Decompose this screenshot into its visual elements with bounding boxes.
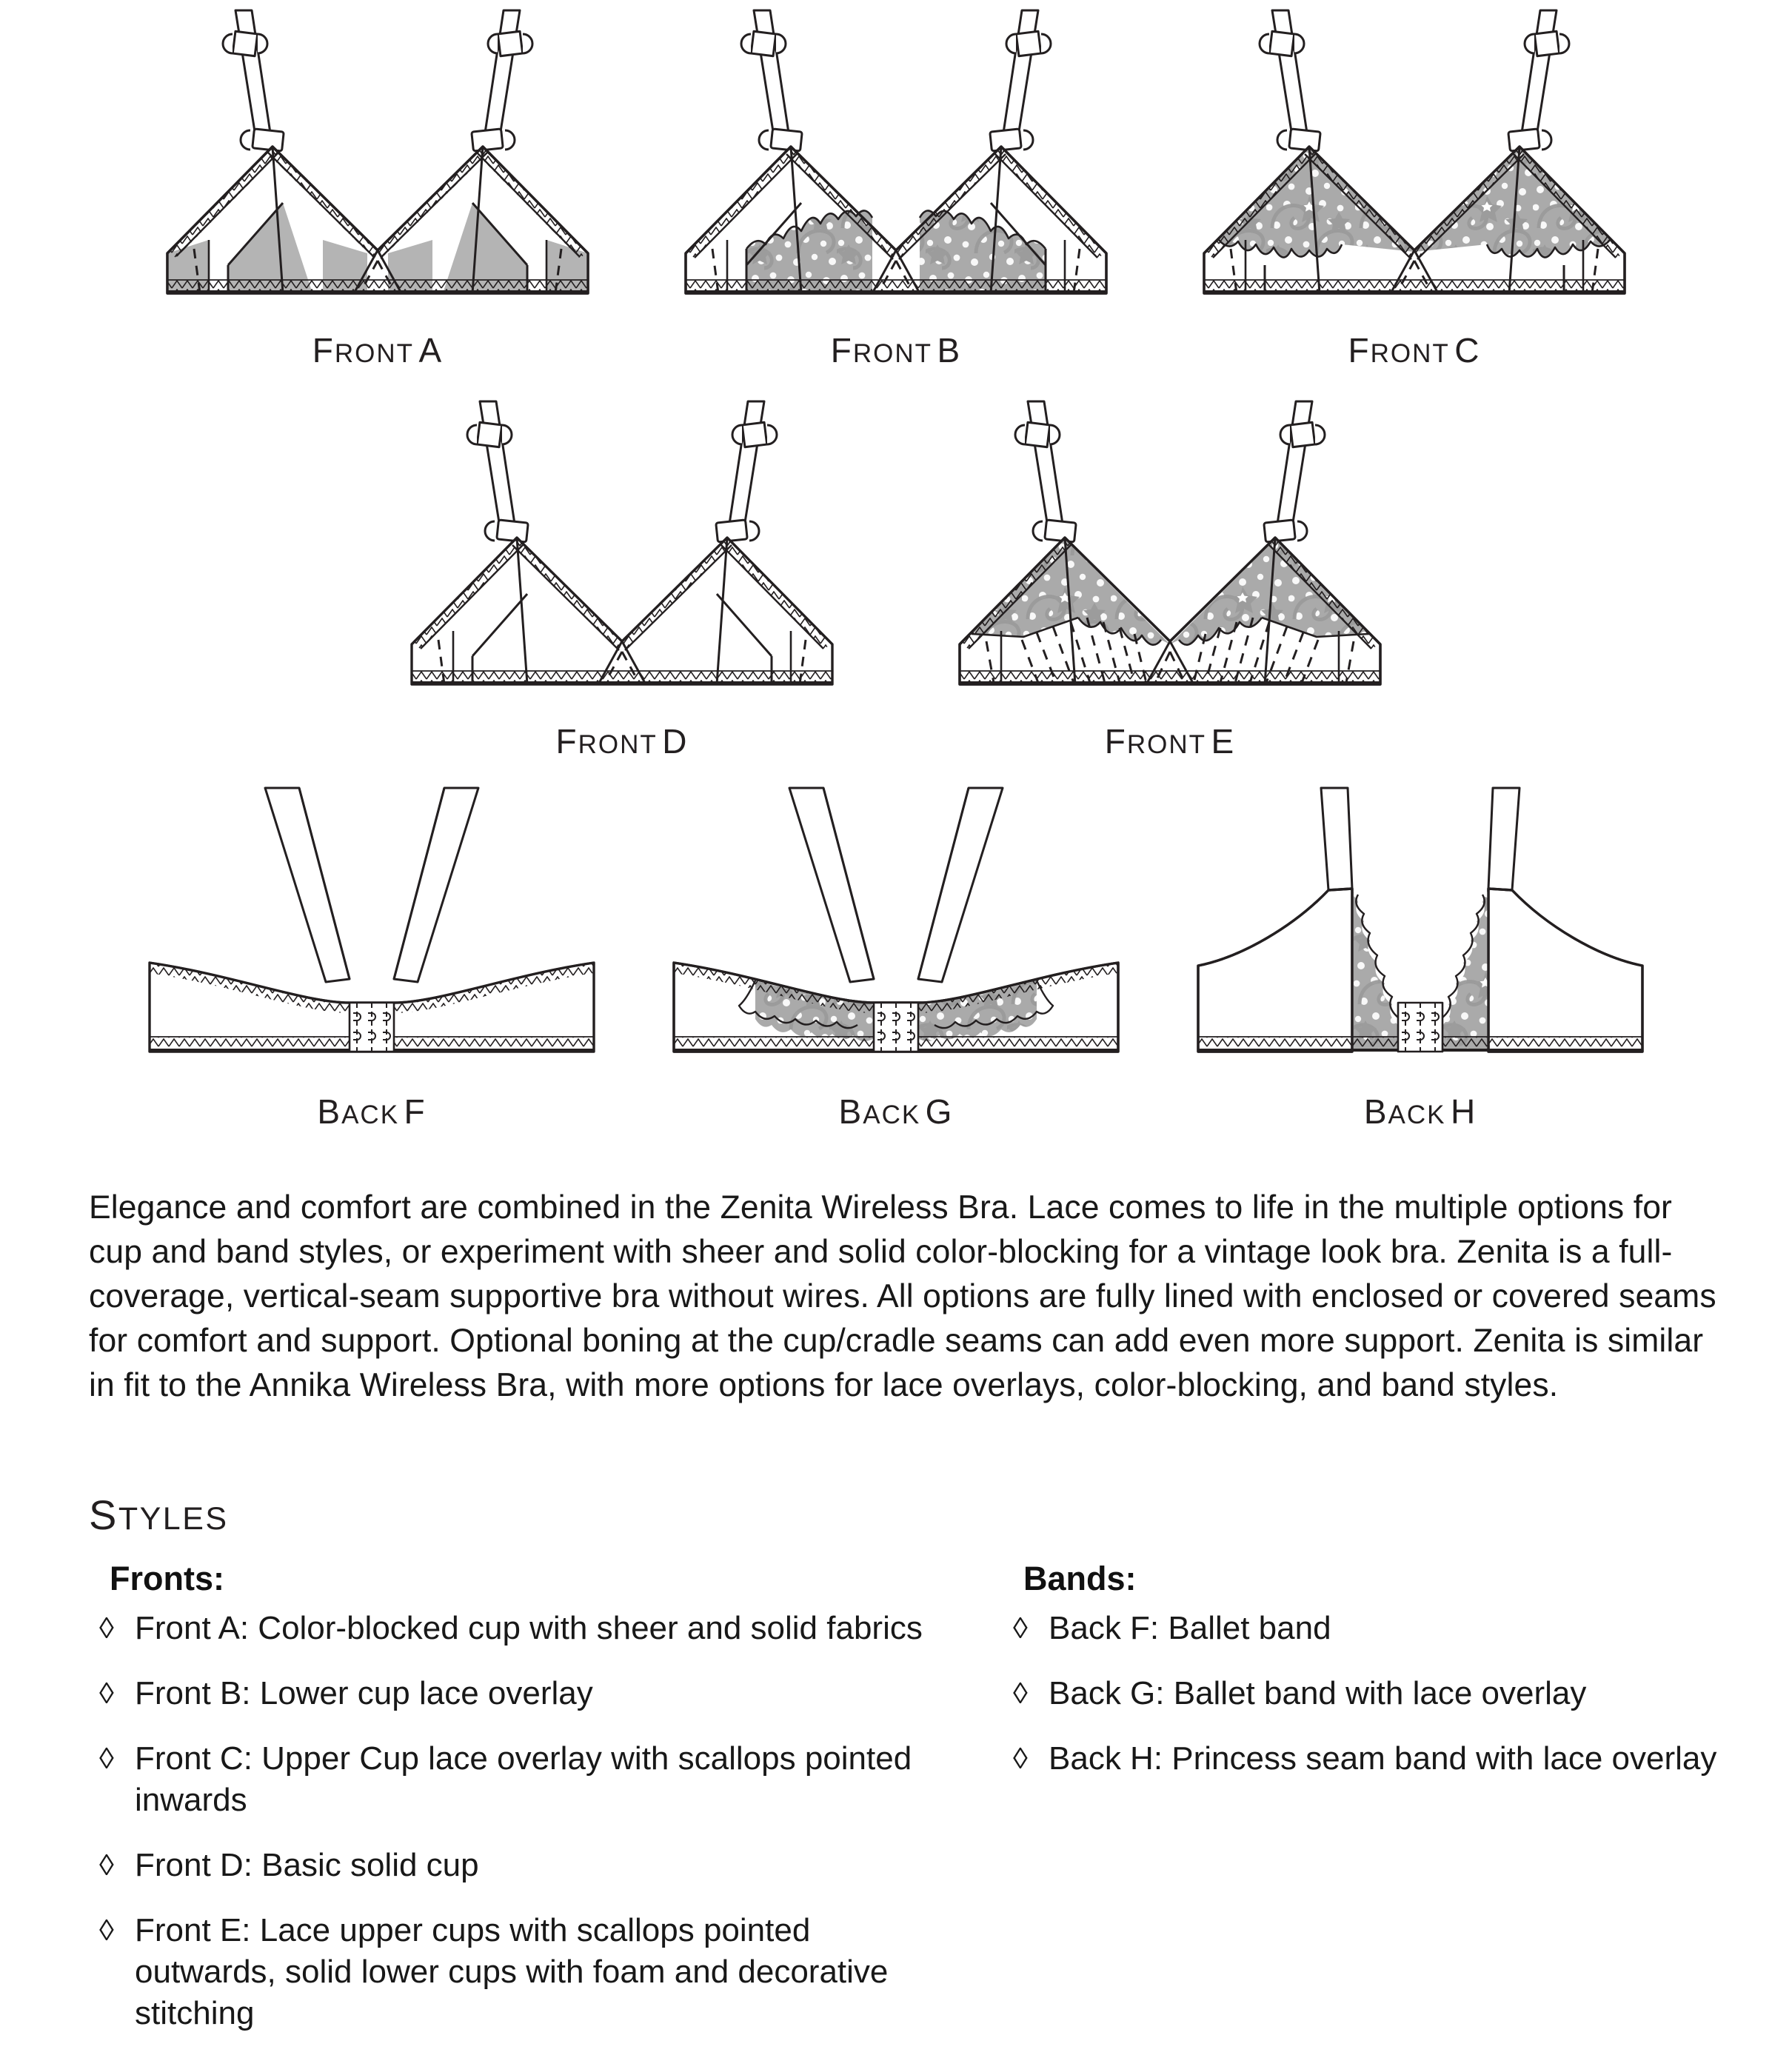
label-smallcaps: RONT: [852, 339, 933, 368]
label-smallcaps: RONT: [1370, 339, 1450, 368]
label-letter: H: [1450, 1092, 1477, 1131]
list-item-text: Front A: Color-blocked cup with sheer and solid fabrics: [135, 1610, 923, 1646]
figure-label: [1105, 721, 1235, 761]
label-initial: F: [1104, 722, 1127, 761]
label-smallcaps: ACK: [863, 1100, 921, 1129]
label-letter: B: [937, 331, 962, 370]
label-initial: F: [830, 331, 853, 370]
lozenge-icon: ◊: [99, 1612, 114, 1645]
lozenge-icon: ◊: [99, 1677, 114, 1710]
figure-label: [1364, 1092, 1477, 1132]
label-letter: D: [662, 722, 689, 761]
fronts-list: [99, 1608, 958, 2034]
back-f-drawing: [127, 781, 616, 1092]
list-item: [99, 1738, 958, 1821]
figure-front-c: [1177, 4, 1651, 370]
label-smallcaps: RONT: [578, 730, 658, 759]
figure-label: [556, 721, 689, 761]
back-g-drawing: [652, 781, 1140, 1092]
label-smallcaps: RONT: [334, 339, 415, 368]
front-d-drawing: [385, 395, 859, 721]
lozenge-icon: ◊: [1013, 1743, 1028, 1775]
list-item: [99, 1673, 958, 1714]
styles-heading-initial: S: [89, 1491, 118, 1538]
list-item-text: Front D: Basic solid cup: [135, 1847, 479, 1883]
list-item-text: Back H: Princess seam band with lace overlay: [1049, 1740, 1717, 1777]
label-initial: F: [555, 722, 578, 761]
lozenge-icon: ◊: [99, 1743, 114, 1775]
bands-heading: Bands:: [1023, 1560, 1137, 1597]
label-letter: F: [404, 1092, 427, 1131]
figure-label: [312, 330, 443, 370]
label-initial: B: [838, 1092, 863, 1131]
label-letter: A: [418, 331, 444, 370]
label-initial: F: [312, 331, 335, 370]
fronts-heading: Fronts:: [110, 1560, 224, 1597]
styles-heading: [89, 1491, 229, 1539]
label-initial: F: [1348, 331, 1371, 370]
figure-label: [1348, 330, 1481, 370]
label-initial: B: [1363, 1092, 1388, 1131]
figure-row-3: [0, 781, 1792, 1132]
bands-list: [1013, 1608, 1792, 1780]
front-b-drawing: [659, 4, 1133, 330]
list-item-text: Front B: Lower cup lace overlay: [135, 1675, 593, 1711]
figure-label: [839, 1092, 954, 1132]
back-h-drawing: [1176, 781, 1665, 1092]
label-letter: G: [925, 1092, 954, 1131]
list-item: [99, 1608, 958, 1649]
lozenge-icon: ◊: [1013, 1612, 1028, 1645]
label-initial: B: [317, 1092, 342, 1131]
figure-front-d: [385, 395, 859, 761]
lozenge-icon: ◊: [1013, 1677, 1028, 1710]
list-item-text: Front C: Upper Cup lace overlay with scallops pointed inwards: [135, 1740, 912, 1818]
list-item: [1013, 1608, 1792, 1649]
front-e-drawing: [933, 395, 1407, 721]
figure-label: [317, 1092, 426, 1132]
bands-column: [1013, 1559, 1792, 1803]
fronts-column: [99, 1559, 958, 2058]
styles-heading-smallcaps: TYLES: [118, 1501, 229, 1537]
figure-front-a: [141, 4, 615, 370]
label-smallcaps: ACK: [341, 1100, 400, 1129]
figure-row-2: [0, 395, 1792, 761]
list-item: [99, 1910, 958, 2034]
label-letter: E: [1211, 722, 1236, 761]
list-item: [1013, 1738, 1792, 1780]
figure-front-b: [659, 4, 1133, 370]
label-letter: C: [1454, 331, 1481, 370]
figure-back-h: [1176, 781, 1665, 1132]
lozenge-icon: ◊: [99, 1849, 114, 1882]
lozenge-icon: ◊: [99, 1914, 114, 1947]
front-c-drawing: [1177, 4, 1651, 330]
figure-back-g: [652, 781, 1140, 1132]
front-a-drawing: [141, 4, 615, 330]
figure-row-1: [0, 0, 1792, 370]
figure-label: [831, 330, 961, 370]
figure-front-e: [933, 395, 1407, 761]
list-item-text: Back G: Ballet band with lace overlay: [1049, 1675, 1587, 1711]
intro-paragraph: Elegance and comfort are combined in the Zenita Wireless Bra. Lace comes to life in the multiple options for cup and band styles, or experiment with sheer and solid color-blocking for a vintage look bra. Zenita is a full-coverage, vertical-seam supportive bra without wires. All options are fully lined with enclosed or covered seams for comfort and support. Optional boning at the cup/cradle seams can add even more support. Zenita is similar in fit to the Annika Wireless Bra, with more options for lace overlays, color-blocking, and band styles.: [89, 1189, 1716, 1403]
figure-back-f: [127, 781, 616, 1132]
list-item: [99, 1845, 958, 1886]
list-item-text: Back F: Ballet band: [1049, 1610, 1331, 1646]
list-item: [1013, 1673, 1792, 1714]
label-smallcaps: ACK: [1388, 1100, 1446, 1129]
list-item-text: Front E: Lace upper cups with scallops pointed outwards, solid lower cups with foam and decorative stitching: [135, 1912, 889, 2031]
label-smallcaps: RONT: [1126, 730, 1207, 759]
